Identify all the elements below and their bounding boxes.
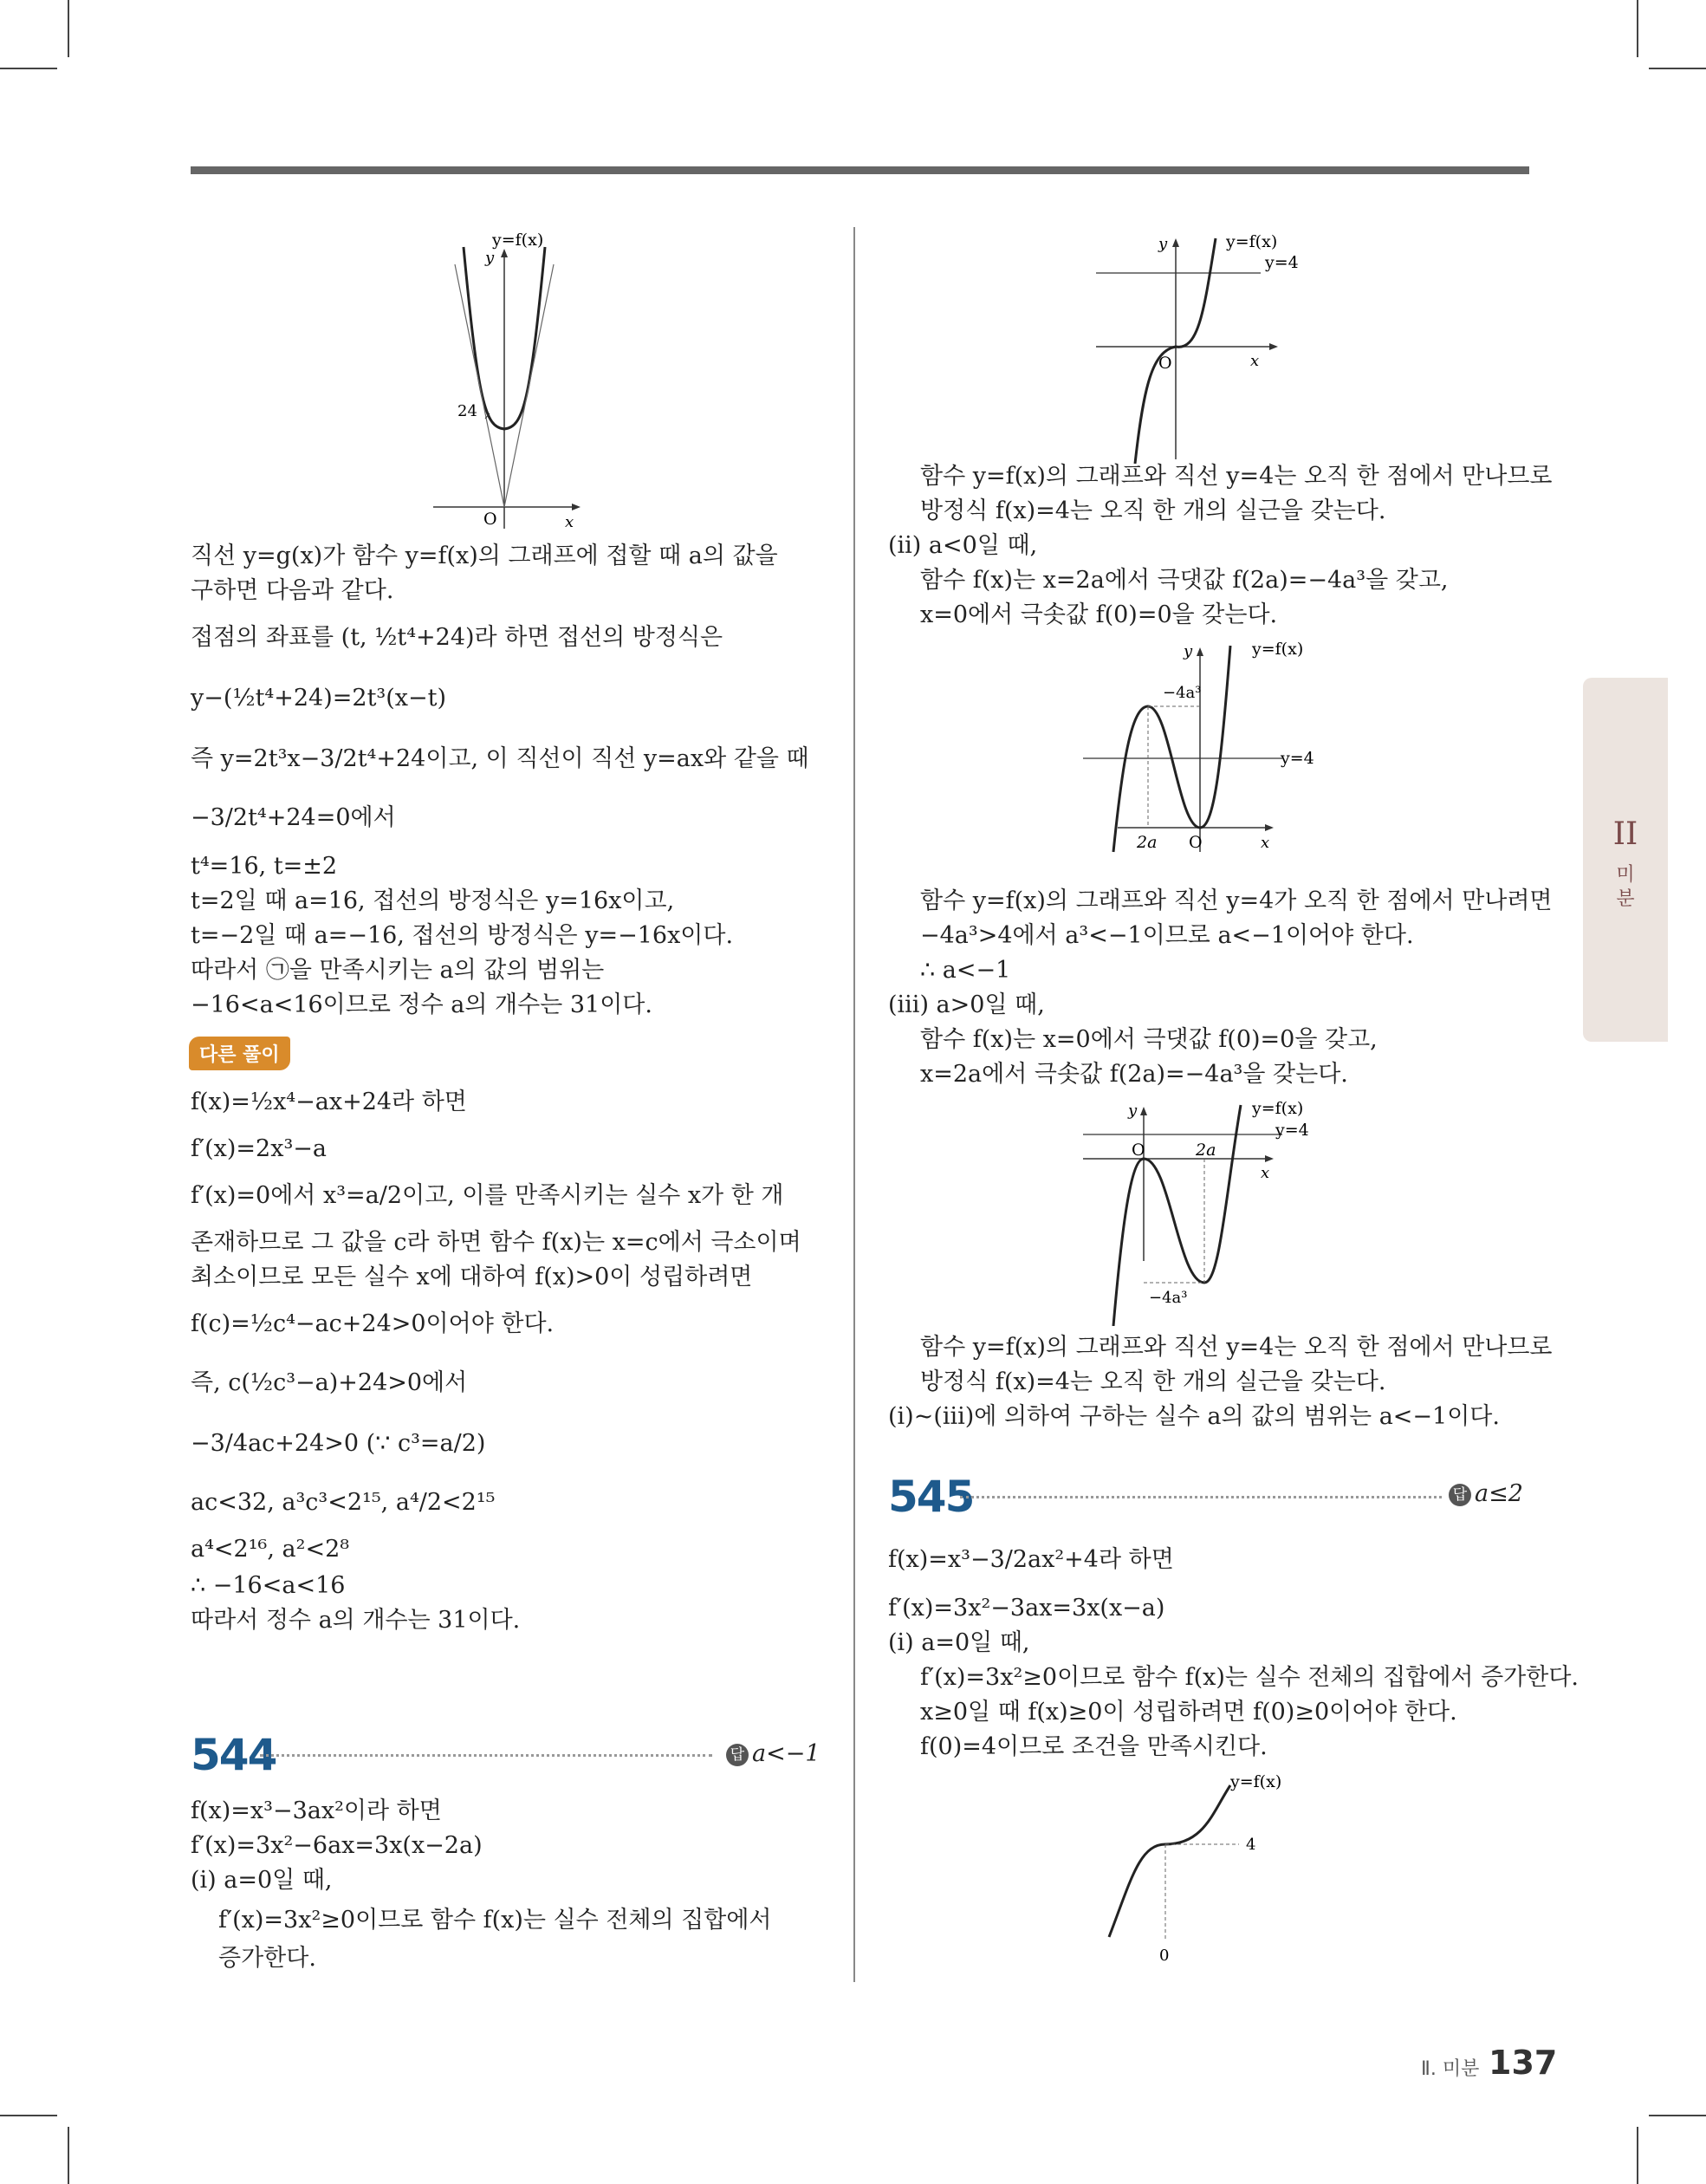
graph3-x-label: x (1261, 834, 1270, 852)
problem-545-answer (1449, 1480, 1523, 1507)
crop-mark (0, 2115, 57, 2116)
column-divider (853, 227, 855, 1982)
alt-line-4: 최소이므로 모든 실수 x에 대하여 f(x)>0이 성립하려면 (191, 1264, 753, 1290)
left-line-0: 직선 y=g(x)가 함수 y=f(x)의 그래프에 접할 때 a의 값을 (191, 543, 778, 569)
alt-line-8: ac<32, a³c³<2¹⁵, a⁴/2<2¹⁵ (191, 1489, 496, 1516)
left-line-2: 접점의 좌표를 (t, ½t⁴+24)라 하면 접선의 방정식은 (191, 624, 723, 651)
graph1-curve-label: y=f(x) (492, 231, 544, 250)
p545-line-3: f′(x)=3x²≥0이므로 함수 f(x)는 실수 전체의 집합에서 증가한다. (920, 1664, 1579, 1691)
crop-mark (68, 0, 69, 57)
right-b-line-4: 함수 f(x)는 x=0에서 극댓값 f(0)=0을 갖고, (920, 1026, 1378, 1053)
left-line-10: −16<a<16이므로 정수 a의 개수는 31이다. (191, 991, 652, 1018)
crop-mark (0, 68, 57, 69)
graph4-x-label: x (1261, 1164, 1270, 1182)
graph4-x-tick: 2a (1196, 1141, 1216, 1160)
alt-line-7: −3/4ac+24>0 (∵ c³=a/2) (191, 1430, 486, 1457)
problem-544-number: 544 (191, 1730, 276, 1780)
p545-line-4: x≥0일 때 f(x)≥0이 성립하려면 f(0)≥0이어야 한다. (920, 1699, 1457, 1726)
right-b-line-5: x=2a에서 극솟값 f(2a)=−4a³을 갖는다. (920, 1061, 1348, 1088)
chapter-side-tab (1583, 678, 1668, 1042)
alt-line-10: ∴ −16<a<16 (191, 1572, 346, 1599)
graph5-origin-label: 0 (1159, 1947, 1170, 1965)
graph3-x-tick: 2a (1137, 833, 1158, 852)
left-line-5: −3/2t⁴+24=0에서 (191, 804, 396, 831)
graph5-curve-label: y=f(x) (1230, 1772, 1282, 1791)
crop-mark (68, 2127, 69, 2184)
graph-cubic-local-max-left (1083, 637, 1343, 854)
p544-line-2: (ⅰ) a=0일 때, (191, 1867, 333, 1894)
graph4-y-label: y (1128, 1102, 1138, 1120)
side-tab-roman: II (1612, 816, 1638, 852)
graph2-line-label: y=4 (1265, 253, 1299, 272)
p544-line-1: f′(x)=3x²−6ax=3x(x−2a) (191, 1832, 483, 1859)
alt-line-5: f(c)=½c⁴−ac+24>0이어야 한다. (191, 1310, 555, 1337)
graph-cubic-flat (1087, 230, 1330, 464)
left-line-1: 구하면 다음과 같다. (191, 577, 394, 604)
graph1-origin-label: O (483, 510, 497, 529)
side-tab-char-2: 분 (1616, 888, 1635, 910)
graph4-line-label: y=4 (1275, 1121, 1309, 1140)
alt-solution-badge: 다른 풀이 (189, 1037, 290, 1070)
right-b-line-2: ∴ a<−1 (920, 957, 1011, 984)
alt-line-0: f(x)=½x⁴−ax+24라 하면 (191, 1089, 467, 1115)
problem-544-answer-text: a<−1 (752, 1740, 821, 1767)
alt-line-6: 즉, c(½c³−a)+24>0에서 (191, 1369, 468, 1396)
crop-mark (1637, 2127, 1638, 2184)
graph1-tick-label: 24 (457, 402, 477, 420)
graph4-min-label: −4a³ (1149, 1289, 1188, 1307)
answer-icon: 답 (1449, 1484, 1471, 1506)
right-a-line-1: 방정식 f(x)=4는 오직 한 개의 실근을 갖는다. (920, 497, 1386, 524)
right-b-line-1: −4a³>4에서 a³<−1이므로 a<−1이어야 한다. (920, 922, 1414, 949)
p544-line-3: f′(x)=3x²≥0이므로 함수 f(x)는 실수 전체의 집합에서 (218, 1907, 772, 1934)
left-line-6: t⁴=16, t=±2 (191, 853, 338, 880)
right-c-line-1: 방정식 f(x)=4는 오직 한 개의 실근을 갖는다. (920, 1368, 1386, 1395)
p544-line-4: 증가한다. (218, 1945, 316, 1972)
problem-545-number: 545 (888, 1472, 974, 1522)
right-a-line-3: 함수 f(x)는 x=2a에서 극댓값 f(2a)=−4a³을 갖고, (920, 567, 1449, 594)
right-a-line-0: 함수 y=f(x)의 그래프와 직선 y=4는 오직 한 점에서 만나므로 (920, 463, 1553, 490)
crop-mark (1637, 0, 1638, 57)
graph2-x-label: x (1250, 352, 1260, 370)
left-line-3: y−(½t⁴+24)=2t³(x−t) (191, 685, 447, 712)
problem-544-answer (726, 1740, 821, 1767)
right-c-line-2: (ⅰ)~(ⅲ)에 의하여 구하는 실수 a의 값의 범위는 a<−1이다. (888, 1403, 1500, 1430)
p545-line-5: f(0)=4이므로 조건을 만족시킨다. (920, 1733, 1268, 1760)
left-line-4: 즉 y=2t³x−3/2t⁴+24이고, 이 직선이 직선 y=ax와 같을 때 (191, 745, 809, 772)
graph3-max-label: −4a³ (1163, 684, 1202, 702)
side-tab-char-1: 미 (1616, 864, 1635, 886)
left-line-9: 따라서 ㉠을 만족시키는 a의 값의 범위는 (191, 957, 605, 984)
left-line-7: t=2일 때 a=16, 접선의 방정식은 y=16x이고, (191, 887, 675, 914)
header-rule (191, 166, 1529, 174)
problem-545-answer-text: a≤2 (1475, 1480, 1523, 1507)
crop-mark (1649, 68, 1706, 69)
alt-line-1: f′(x)=2x³−a (191, 1135, 327, 1162)
graph2-origin-label: O (1158, 354, 1172, 373)
graph2-curve-label: y=f(x) (1226, 232, 1278, 251)
p544-line-0: f(x)=x³−3ax²이라 하면 (191, 1797, 442, 1824)
right-b-line-3: (ⅲ) a>0일 때, (888, 991, 1045, 1018)
graph4-origin-label: O (1132, 1141, 1145, 1160)
problem-544-leader (260, 1754, 712, 1757)
right-a-line-2: (ⅱ) a<0일 때, (888, 532, 1038, 559)
answer-icon: 답 (726, 1744, 749, 1766)
graph-quartic-tangents (425, 230, 589, 537)
alt-line-11: 따라서 정수 a의 개수는 31이다. (191, 1607, 521, 1634)
right-b-line-0: 함수 y=f(x)의 그래프와 직선 y=4가 오직 한 점에서 만나려면 (920, 887, 1553, 914)
left-line-8: t=−2일 때 a=−16, 접선의 방정식은 y=−16x이다. (191, 922, 734, 949)
graph2-y-label: y (1158, 235, 1168, 253)
footer-chapter-label: Ⅱ. 미분 (1421, 2058, 1480, 2080)
graph3-origin-label: O (1189, 833, 1203, 852)
graph-cubic-increasing (1092, 1768, 1308, 1967)
p545-line-1: f′(x)=3x²−3ax=3x(x−a) (888, 1595, 1165, 1622)
graph-cubic-local-max-origin (1083, 1096, 1343, 1326)
right-c-line-0: 함수 y=f(x)의 그래프와 직선 y=4는 오직 한 점에서 만나므로 (920, 1334, 1553, 1361)
problem-545-leader (960, 1496, 1442, 1498)
right-a-line-4: x=0에서 극솟값 f(0)=0을 갖는다. (920, 601, 1278, 628)
p545-line-2: (ⅰ) a=0일 때, (888, 1629, 1030, 1656)
alt-line-9: a⁴<2¹⁶, a²<2⁸ (191, 1536, 350, 1563)
page-number: 137 (1489, 2044, 1558, 2082)
graph1-x-label: x (565, 513, 574, 531)
p545-line-0: f(x)=x³−3/2ax²+4라 하면 (888, 1546, 1174, 1573)
graph3-line-label: y=4 (1281, 749, 1314, 768)
alt-line-3: 존재하므로 그 값을 c라 하면 함수 f(x)는 x=c에서 극소이며 (191, 1229, 801, 1256)
alt-line-2: f′(x)=0에서 x³=a/2이고, 이를 만족시키는 실수 x가 한 개 (191, 1182, 784, 1209)
graph3-y-label: y (1184, 642, 1193, 660)
crop-mark (1649, 2115, 1706, 2116)
graph1-y-label: y (485, 249, 495, 267)
graph4-curve-label: y=f(x) (1252, 1099, 1304, 1118)
graph5-tick-label: 4 (1246, 1836, 1256, 1854)
graph3-curve-label: y=f(x) (1252, 640, 1304, 659)
